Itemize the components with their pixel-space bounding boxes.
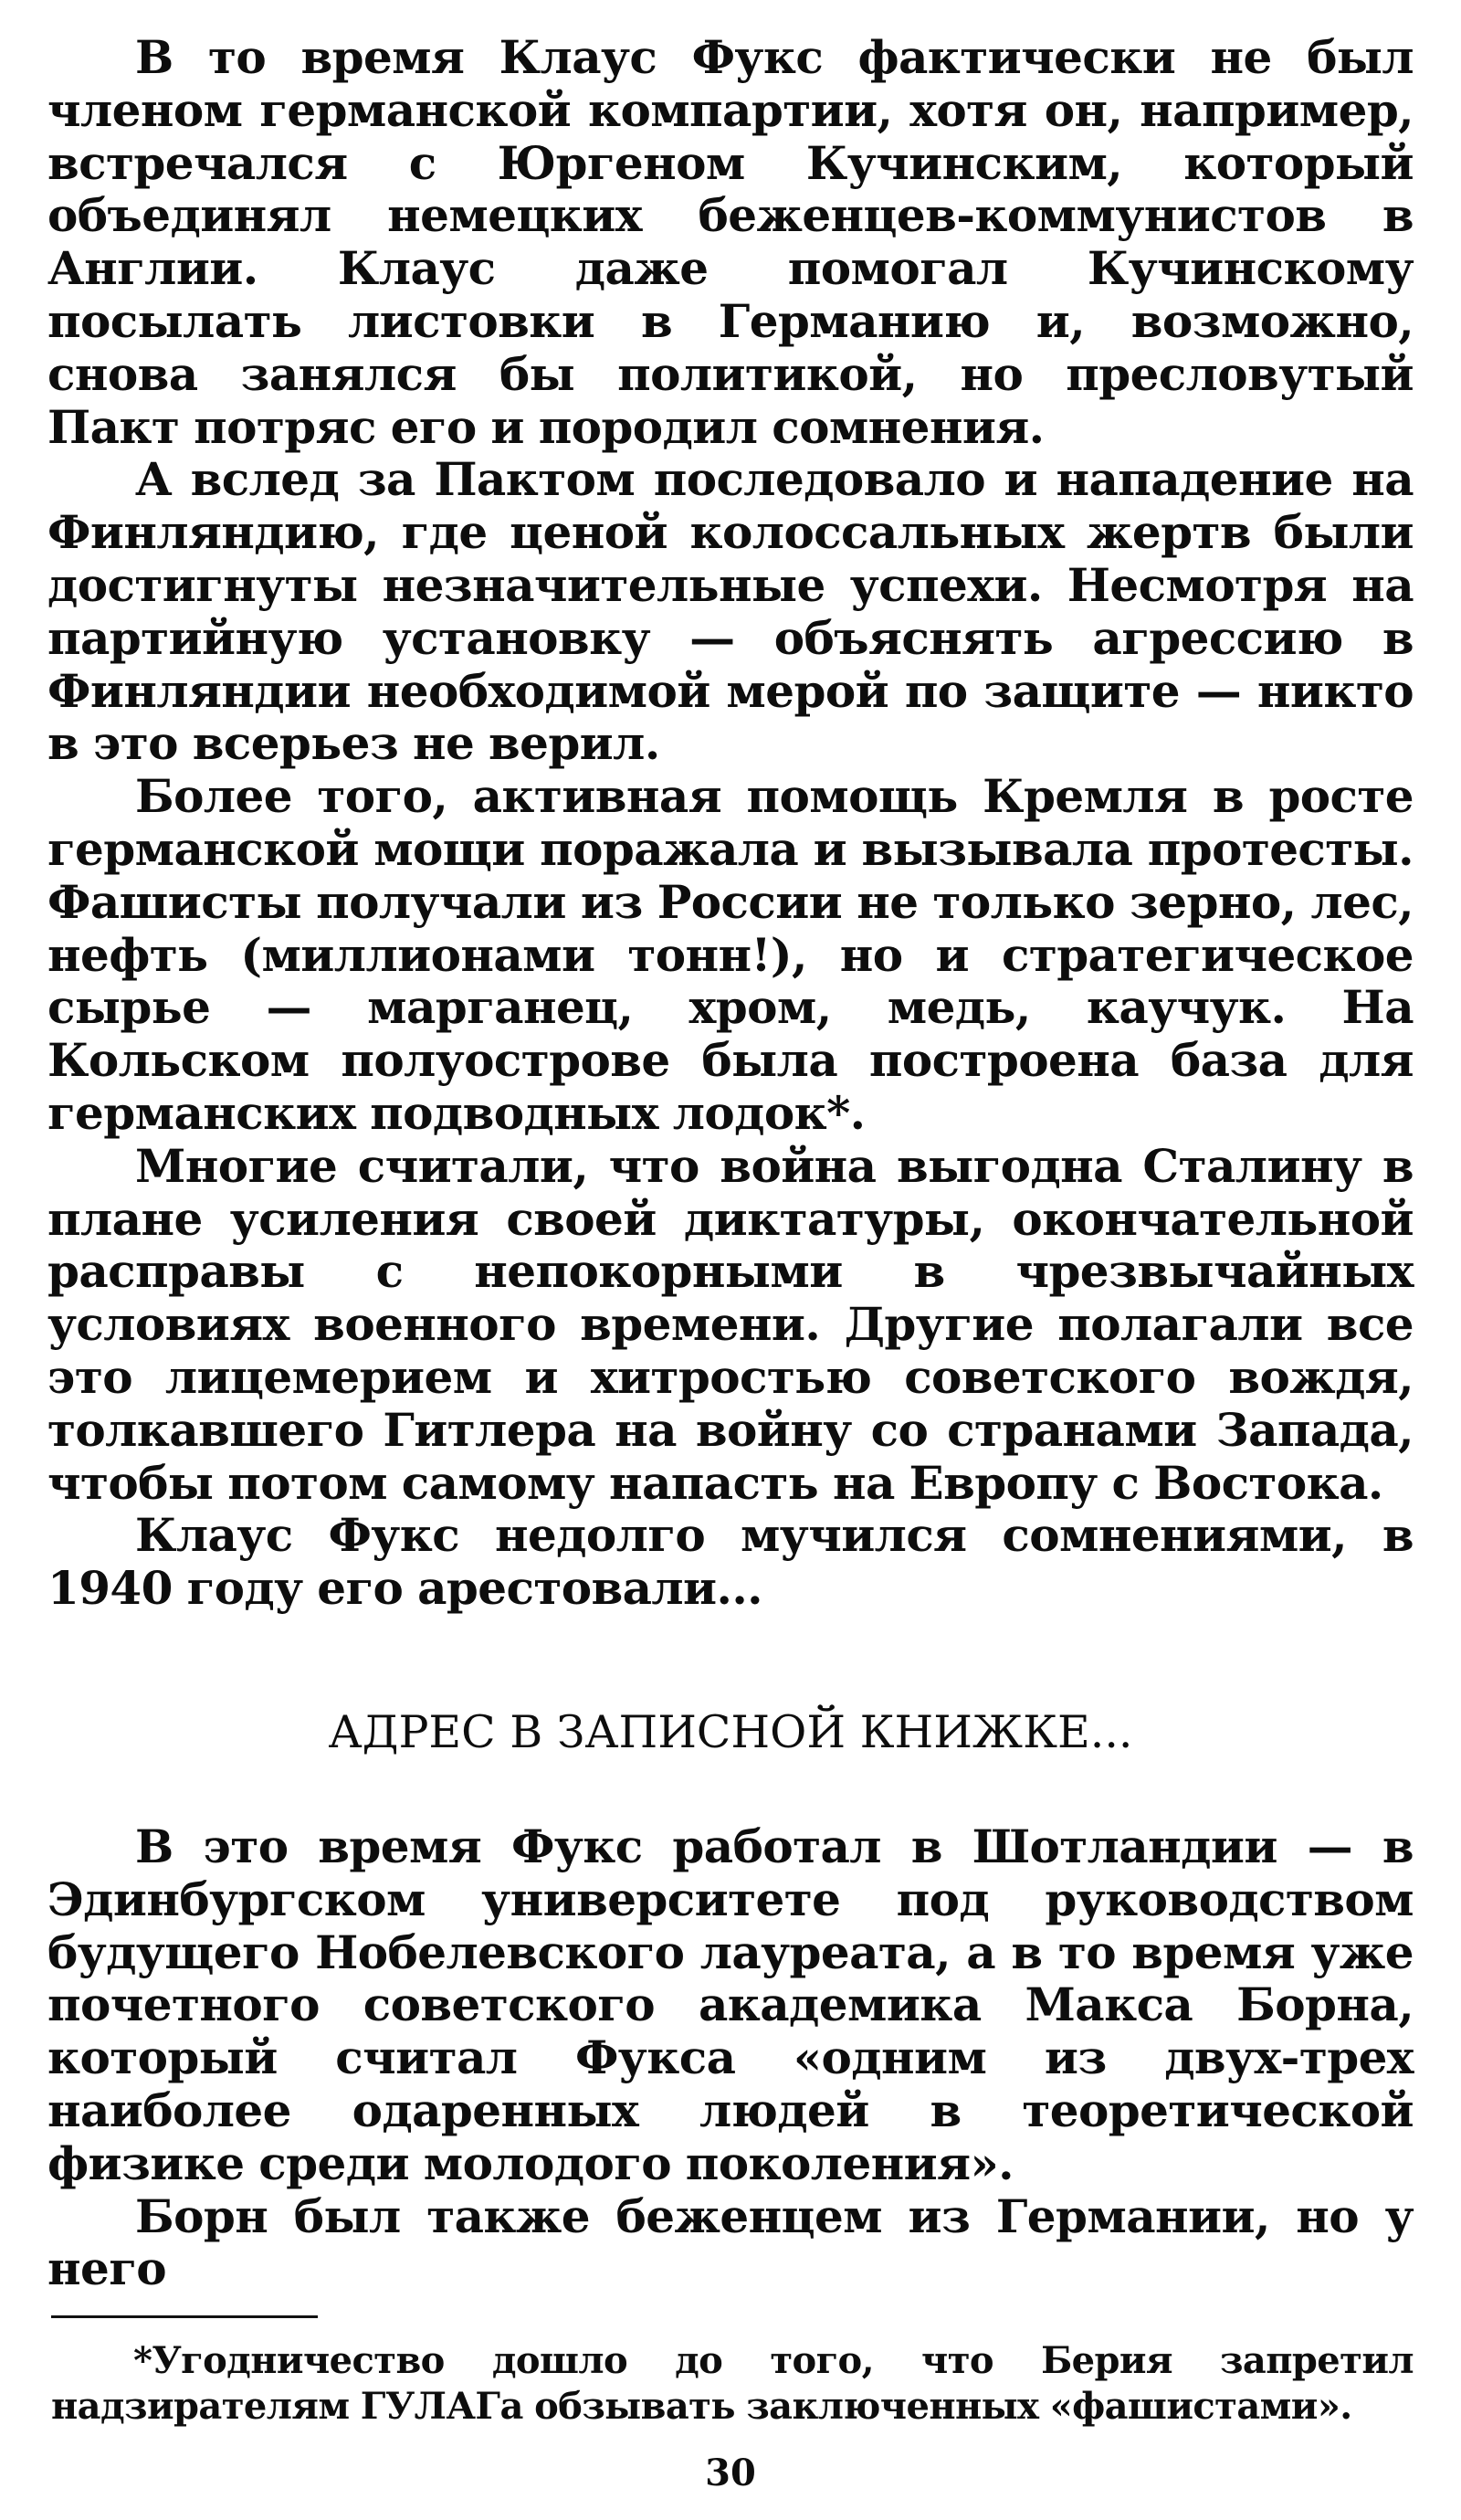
section-text: [47, 1820, 1414, 2295]
paragraph: Более того, активная помощь Кремля в росте германской мощи поражала и вызывала протесты. Фашисты получали из России не только зерно, лес, нефть (миллионами тонн!), но и стратегическое сырье — марганец, хром, медь, каучук. На Кольском полуострове была построена база для германских подводных лодок*.: [47, 769, 1414, 1140]
paragraph: Многие считали, что война выгодна Сталину в плане усиления своей диктатуры, окончательной расправы с непокорными в чрезвычайных условиях военного времени. Другие полагали все это лицемерием и хитростью советского вождя, толкавшего Гитлера на войну со странами Запада, чтобы потом самому напасть на Европу с Востока.: [47, 1138, 1414, 1510]
section-heading: АДРЕС В ЗАПИСНОЙ КНИЖКЕ...: [328, 1706, 1133, 1758]
paragraph: В то время Клаус Фукс фактически не был членом германской компартии, хотя он, например, встречался с Юргеном Кучинским, который объединял немецких беженцев-коммунистов в Англии. Клаус даже помогал Кучинскому посылать листовки в Германию и, возможно, снова занялся бы политикой, но пресловутый Пакт потряс его и породил сомнения.: [47, 30, 1414, 454]
paragraph: Борн был также беженцем из Германии, но у него: [47, 2188, 1414, 2296]
page-number: 30: [705, 2451, 756, 2494]
paragraph: А вслед за Пактом последовало и нападение на Финляндию, где ценой колоссальных жертв были достигнуты незначительные успехи. Несмотря на партийную установку — объяснять агрессию в Финляндии необходимой мерой по защите — никто в это всерьез не верил.: [47, 452, 1414, 771]
main-text: [47, 31, 1414, 1615]
paragraph: В это время Фукс работал в Шотландии — в Эдинбургском университете под руководством будущего Нобелевского лауреата, а в то время уже почетного советского академика Макса Борна, который считал Фукса «одним из двух-трех наиболее одаренных людей в теоретической физике среди молодого поколения».: [47, 1819, 1414, 2190]
footnote: *Угодничество дошло до того, что Берия запретил надзирателям ГУЛАГа обзывать заключенных «фашистами».: [51, 2339, 1414, 2428]
paragraph: Клаус Фукс недолго мучился сомнениями, в 1940 году его арестовали...: [47, 1508, 1414, 1616]
footnote-divider: [51, 2315, 318, 2318]
